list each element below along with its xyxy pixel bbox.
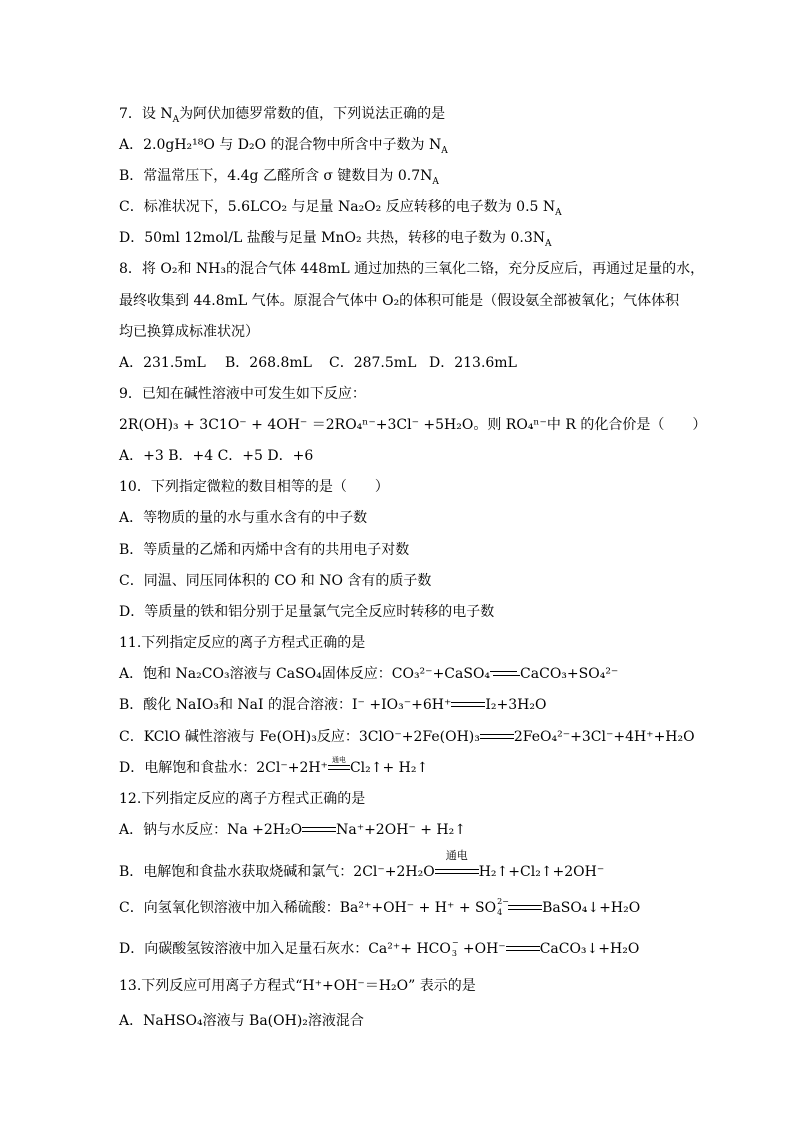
condition-label: 通电 bbox=[331, 756, 346, 764]
q10-option-a: A．等物质的量的水与重水含有的中子数 bbox=[119, 510, 368, 526]
q10-stem: 10．下列指定微粒的数目相等的是（ ） bbox=[119, 479, 389, 495]
q11-option-a: A．饱和 Na₂CO₃溶液与 CaSO₄固体反应：CO₃²⁻+CaSO₄ CaCO₃+SO₄²⁻ bbox=[119, 666, 619, 682]
q11-option-d: D．电解饱和食盐水：2Cl⁻+2H⁺ 通电 Cl₂↑+ H₂↑ bbox=[119, 756, 429, 776]
q13-stem: 13.下列反应可用离子方程式“H⁺+OH⁻＝H₂O” 表示的是 bbox=[119, 978, 476, 994]
q11-stem: 11.下列指定反应的离子方程式正确的是 bbox=[119, 635, 366, 651]
q7-stem: 7．设 $N_A$为阿伏加德罗常数的值，下列说法正确的是 bbox=[119, 106, 446, 125]
sulfate-charge-stack: 2− 4 bbox=[497, 897, 509, 917]
electrolysis-equals-icon bbox=[328, 756, 350, 772]
q12-option-d: D．向碳酸氢铵溶液中加入足量石灰水：Ca²⁺+ HCO − 3 +OH⁻ CaCO₃↓+H₂O bbox=[119, 938, 640, 958]
q9-stem: 9．已知在碱性溶液中可发生如下反应： bbox=[119, 386, 366, 402]
q7-option-d: D．50ml 12mol/L 盐酸与足量 MnO₂ 共热，转移的电子数为 $0.3N_A$ bbox=[119, 230, 552, 249]
q8-options bbox=[119, 353, 517, 373]
equals-sign-icon bbox=[302, 826, 336, 834]
equals-sign-icon bbox=[480, 733, 514, 741]
q12-option-a: A．钠与水反应：Na +2H₂O Na⁺+2OH⁻ + H₂↑ bbox=[119, 822, 466, 838]
q11-option-c: C．KClO 碱性溶液与 Fe(OH)₃反应：3ClO⁻+2Fe(OH)₃ 2FeO₄²⁻+3Cl⁻+4H⁺+H₂O bbox=[119, 729, 695, 745]
condition-label: 通电 bbox=[445, 849, 468, 862]
q9-equation: 2R(OH)₃ + 3C1O⁻ + 4OH⁻ ＝2RO₄ⁿ⁻+3Cl⁻ +5H₂O。则 RO₄ⁿ⁻中 R 的化合价是（ ） bbox=[119, 417, 707, 433]
q9-options: A．+3 B．+4 C．+5 D．+6 bbox=[119, 448, 314, 464]
electrolysis-equals-icon bbox=[435, 849, 479, 876]
reversible-arrow-icon bbox=[490, 670, 520, 678]
q8-stem-line3: 均已换算成标准状况） bbox=[119, 324, 259, 340]
q10-option-c: C．同温、同压同体积的 CO 和 NO 含有的质子数 bbox=[119, 573, 432, 589]
q7-option-b: B．常温常压下，4.4g 乙醛所含 σ 键数目为 $0.7N_A$ bbox=[119, 168, 439, 187]
q12-stem: 12.下列指定反应的离子方程式正确的是 bbox=[119, 791, 366, 807]
bicarbonate-charge-stack: − 3 bbox=[451, 938, 459, 958]
q12-option-c: C．向氢氧化钡溶液中加入稀硫酸：Ba²⁺+OH⁻ + H⁺ + SO 2− 4 BaSO₄↓+H₂O bbox=[119, 897, 641, 917]
equals-sign-icon bbox=[508, 904, 542, 912]
q8-stem-line2: 最终收集到 44.8mL 气体。原混合气体中 O₂的体积可能是（假设氨全部被氧化；气体体积 bbox=[119, 293, 680, 309]
equals-sign-icon bbox=[451, 701, 485, 709]
q13-option-a: A．NaHSO₄溶液与 Ba(OH)₂溶液混合 bbox=[119, 1013, 364, 1029]
q10-option-b: B．等质量的乙烯和丙烯中含有的共用电子对数 bbox=[119, 542, 410, 558]
q11-option-b: B．酸化 NaIO₃和 NaI 的混合溶液：I⁻ +IO₃⁻+6H⁺ I₂+3H₂O bbox=[119, 697, 547, 713]
q10-option-d: D．等质量的铁和铝分别于足量氯气完全反应时转移的电子数 bbox=[119, 604, 495, 620]
q7-option-a: A．2.0gH₂¹⁸O 与 D₂O 的混合物中所含中子数为 $N_A$ bbox=[119, 137, 448, 156]
q8-stem-line1: 8．将 O₂和 NH₃的混合气体 448mL 通过加热的三氧化二铬，充分反应后，再通过足量的水， bbox=[119, 261, 705, 277]
q8-option-c: C．287.5mL bbox=[329, 355, 417, 371]
q8-option-b: B．268.8mL bbox=[225, 355, 312, 371]
equals-sign-icon bbox=[506, 945, 540, 953]
q8-option-a: A．231.5mL bbox=[119, 355, 206, 371]
q8-option-d: D．213.6mL bbox=[429, 355, 517, 371]
q7-option-c: C．标准状况下，5.6LCO₂ 与足量 Na₂O₂ 反应转移的电子数为 0.5 $N_A$ bbox=[119, 199, 562, 218]
q12-option-b: B．电解饱和食盐水获取烧碱和氯气：2Cl⁻+2H₂O 通电 H₂↑+Cl₂↑+2OH⁻ bbox=[119, 849, 605, 880]
